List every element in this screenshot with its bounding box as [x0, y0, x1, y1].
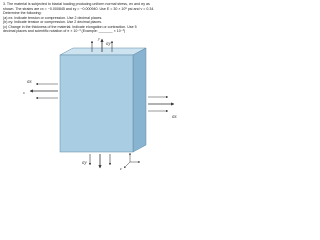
block-top-face: [60, 48, 146, 55]
problem-part-a: (a) σx. Indicate tension or compression. Use 2 decimal places.: [3, 15, 103, 20]
problem-line-3: Determine the following:: [3, 11, 42, 16]
problem-statement: [3, 2, 198, 34]
axis-triad: [119, 153, 140, 171]
block-front-face: [60, 55, 133, 152]
sigma-x-right-label: σx: [172, 115, 177, 120]
problem-part-b: (b) σy. Indicate tension or compression. Use 2 decimal places.: [3, 20, 103, 25]
problem-part-c-line-2: decimal places and scientific notation of e × 10⁻³ (Example: _______ × 10⁻³): [3, 29, 126, 34]
x-axis-label: x: [23, 90, 25, 95]
biaxial-loading-figure: [0, 36, 200, 172]
z-axis-label: z: [120, 166, 122, 171]
sigma-x-left-label: σx: [27, 80, 32, 85]
problem-line-1: 3. The material is subjected to biaxial loading producing uniform normal stress, σx and σy as: [3, 2, 150, 6]
block-side-face: [133, 48, 146, 152]
problem-line-2: shown. The strains are εx = −0.000845 and εy = −0.000940. Use E = 30 × 10⁶ psi and ν = 0.34.: [3, 6, 155, 11]
sigma-y-top-label: σy: [106, 42, 111, 47]
sigma-y-bottom-label: σy: [82, 161, 87, 166]
y-axis-label: y: [98, 36, 100, 41]
problem-part-c-line-1: (c) Change in the thickness of the material. Indicate elongation or contraction. Use 5: [3, 24, 137, 29]
